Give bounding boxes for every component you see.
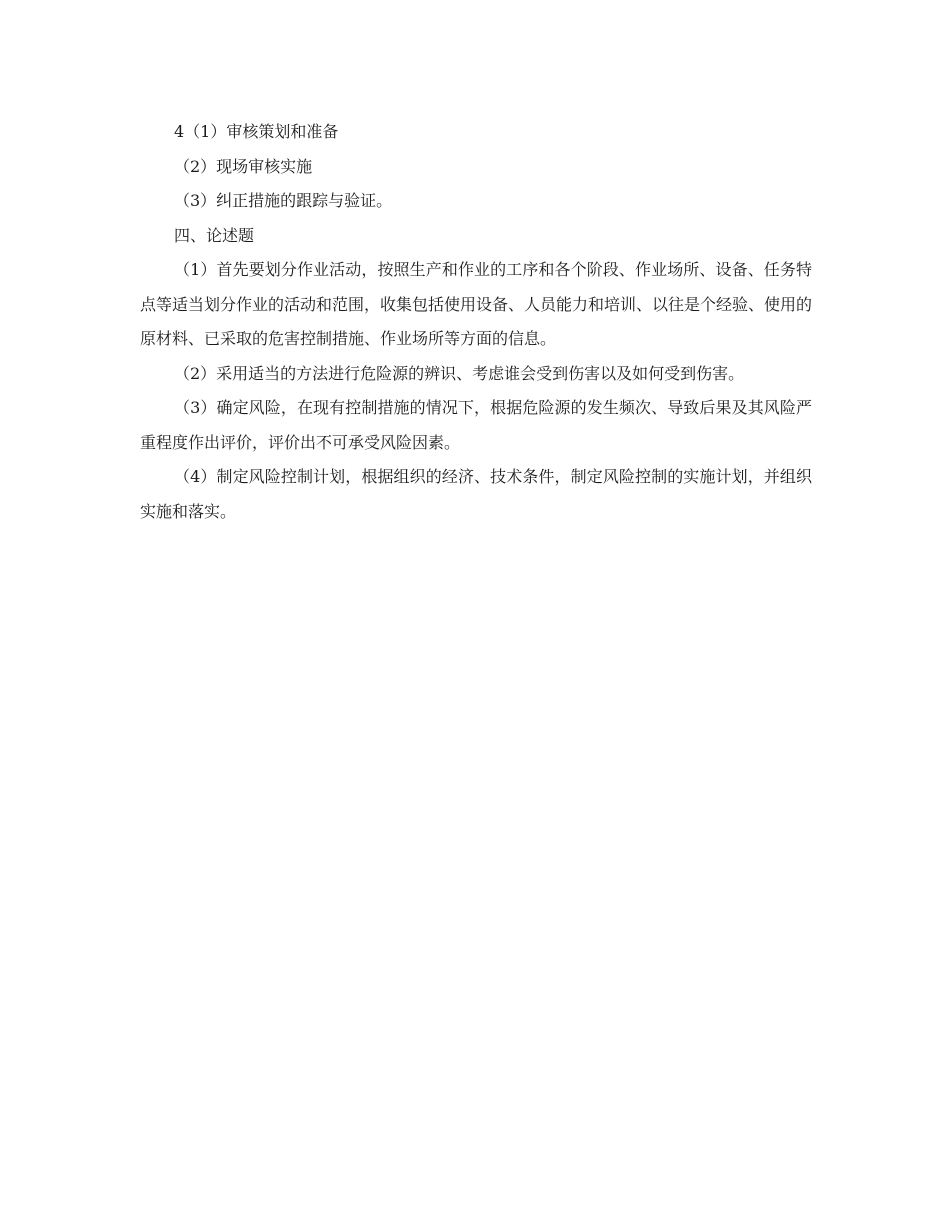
essay-paragraph-2: （2）采用适当的方法进行危险源的辨识、考虑谁会受到伤害以及如何受到伤害。 bbox=[174, 363, 745, 383]
answer-4-item-1: 4（1）审核策划和准备 bbox=[174, 122, 339, 141]
section-heading-essay: 四、论述题 bbox=[174, 225, 255, 245]
answer-4-item-2: （2）现场审核实施 bbox=[174, 156, 313, 176]
essay-paragraph-4: （4）制定风险控制计划，根据组织的经济、技术条件，制定风险控制的实施计划，并组织实施和落实。 bbox=[140, 467, 812, 521]
document-body bbox=[140, 115, 812, 529]
answer-4-item-3: （3）纠正措施的跟踪与验证。 bbox=[174, 191, 393, 210]
essay-paragraph-3: （3）确定风险，在现有控制措施的情况下，根据危险源的发生频次、导致后果及其风险严重程度作出评价，评价出不可承受风险因素。 bbox=[140, 398, 812, 452]
essay-paragraph-1: （1）首先要划分作业活动，按照生产和作业的工序和各个阶段、作业场所、设备、任务特点等适当划分作业的活动和范围，收集包括使用设备、人员能力和培训、以往是个经验、使用的原材料、已采取的危害控制措施、作业场所等方面的信息。 bbox=[140, 260, 813, 348]
